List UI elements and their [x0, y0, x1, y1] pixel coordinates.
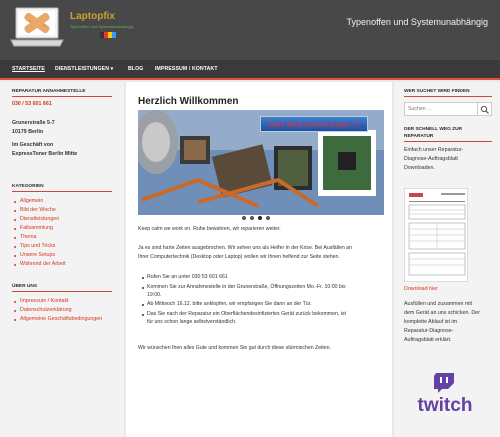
bullet-icon — [14, 301, 16, 303]
category-link[interactable]: Während der Arbeit — [20, 261, 66, 267]
shop-name: ExpressToner Berlin Mitte — [12, 151, 78, 157]
category-link[interactable]: Unsere Setups — [20, 252, 56, 258]
list-item-cont: 19:00. — [147, 292, 162, 298]
site-header — [0, 0, 500, 60]
laptop-logo-icon[interactable] — [10, 6, 64, 50]
right-sidebar — [394, 82, 500, 437]
categories-title: KATEGORIEN — [12, 184, 44, 189]
about-link[interactable]: Impressum / Kontakt — [20, 298, 69, 304]
slider-dot-active[interactable] — [258, 216, 262, 220]
list-item: Das Sie nach der Reparatur ein Oberflächendesinfiziertes Gerät zurück bekommen, ist — [147, 311, 346, 317]
list-item: Ab Mittwoch 16.12. bitte anklopfen, wir empfangen Sie dann an der Tür. — [147, 301, 312, 307]
search-icon — [478, 103, 492, 117]
page-title: Herzlich Willkommen — [138, 96, 239, 107]
logo-subtitle: Typenoffen und Systemunabhängig — [70, 24, 133, 29]
flag-icon — [100, 32, 116, 38]
crisis-paragraph-line1: Ja es sind harte Zeiten ausgebrochen. Wir sehen uns als Helfer in der Krise. Bei Ausfällen an — [138, 245, 352, 251]
repair-fast-title-line2: REPARATUR — [404, 134, 434, 139]
bullet-icon — [14, 237, 16, 239]
form-image — [405, 189, 469, 283]
left-sidebar — [0, 82, 124, 437]
category-link[interactable]: Bild der Woche — [20, 207, 56, 213]
download-text: Reparatur-Diagnose- — [404, 328, 454, 334]
divider — [12, 191, 112, 192]
main-nav — [0, 60, 500, 80]
bullet-icon — [14, 246, 16, 248]
download-text: dem Gerät an uns schicken. Der — [404, 310, 480, 316]
slider-dot[interactable] — [266, 216, 270, 220]
form-thumbnail[interactable] — [404, 188, 468, 282]
bullet-icon — [14, 319, 16, 321]
download-link[interactable]: Download hier — [404, 286, 438, 292]
search-button[interactable] — [478, 102, 492, 116]
closing-paragraph: Wir wünschen Ihen alles Gute und kommen Sie gut durch diese stürmischen Zeiten. — [138, 345, 331, 351]
bullet-icon — [142, 287, 144, 289]
repair-text: Downloaden. — [404, 165, 435, 171]
repair-text: Diagnose-Auftragsblatt — [404, 156, 458, 162]
address-city: 10179 Berlin — [12, 129, 44, 135]
list-item: Kommen Sie zur Annahmestelle in der Grunerstraße, Öffnungszeiten Mo.-Fr. 10:00 bis — [147, 284, 346, 290]
category-link[interactable]: Tips und Tricks — [20, 243, 56, 249]
bullet-icon — [14, 255, 16, 257]
bullet-icon — [142, 314, 144, 316]
about-link[interactable]: Datenschutzerklärung — [20, 307, 72, 313]
site-tagline: Typenoffen und Systemunabhängig — [346, 17, 488, 27]
divider — [404, 141, 492, 142]
divider — [12, 96, 112, 97]
divider — [404, 96, 492, 97]
category-link[interactable]: Thema — [20, 234, 37, 240]
repair-text: Einfach unser Reparatur- — [404, 147, 464, 153]
nav-item-startseite[interactable]: STARTSEITE — [12, 66, 45, 72]
bullet-icon — [14, 264, 16, 266]
search-input[interactable]: Suchen … — [404, 102, 478, 116]
search-widget-title: WER SUCHET WIRD FINDEN — [404, 89, 470, 94]
bullet-icon — [14, 310, 16, 312]
bullet-icon — [14, 201, 16, 203]
list-item-cont: für uns schon lange selbstverständlich. — [147, 319, 237, 325]
image-slider[interactable] — [138, 110, 384, 215]
divider — [12, 291, 112, 292]
nav-item-blog[interactable]: BLOG — [128, 66, 144, 72]
bullet-icon — [142, 277, 144, 279]
site-title[interactable]: Laptopfix — [70, 11, 115, 22]
shop-intro: Im Geschäft von — [12, 142, 54, 148]
crisis-paragraph-line2: Ihrer Computertechnik (Desktop oder Laptop) wollen wir Ihnen helfend zur Seite stehen. — [138, 254, 340, 260]
bullet-icon — [142, 304, 144, 306]
download-text: Auftragsblatt erklärt. — [404, 337, 452, 343]
list-item: Rufen Sie an unter 030 53 601 661 — [147, 274, 228, 280]
nav-item-impressum[interactable]: IMPRESSUM / KONTAKT — [155, 66, 218, 72]
twitch-logo-icon[interactable] — [408, 372, 482, 414]
intro-paragraph: Keep calm we work on. Ruhe bewahren, wir reparieren weiter. — [138, 226, 281, 232]
twitch-wordmark: twitch — [417, 395, 473, 414]
main-content — [126, 82, 392, 437]
slider-dot[interactable] — [250, 216, 254, 220]
about-title: ÜBER UNS — [12, 284, 38, 289]
category-link[interactable]: Allgemein — [20, 198, 44, 204]
repair-widget-title: REPARATUR ANNAHMESTELLE — [12, 89, 86, 94]
download-text: Ausfüllen und zusammen mit — [404, 301, 473, 307]
bullet-icon — [14, 228, 16, 230]
repair-fast-title-line1: DER SCHNELL WEG ZUR — [404, 127, 463, 132]
bullet-icon — [14, 210, 16, 212]
nav-item-dienstleistungen[interactable]: DIENSTLEISTUNGEN ▾ — [55, 66, 114, 72]
category-link[interactable]: Dienstleistungen — [20, 216, 60, 222]
bullet-icon — [14, 219, 16, 221]
slider-dot[interactable] — [242, 216, 246, 220]
about-link[interactable]: Allgemeine Geschäftsbedingungen — [20, 316, 103, 322]
category-link[interactable]: Fallsammlung — [20, 225, 53, 231]
download-text: komplette Ablauf ist im — [404, 319, 457, 325]
slider-caption: Nach Heiß kommt kaputt !!! — [260, 116, 368, 132]
address-street: Grunerstraße 5-7 — [12, 120, 55, 126]
phone-number[interactable]: 030 / 53 601 661 — [12, 101, 52, 107]
